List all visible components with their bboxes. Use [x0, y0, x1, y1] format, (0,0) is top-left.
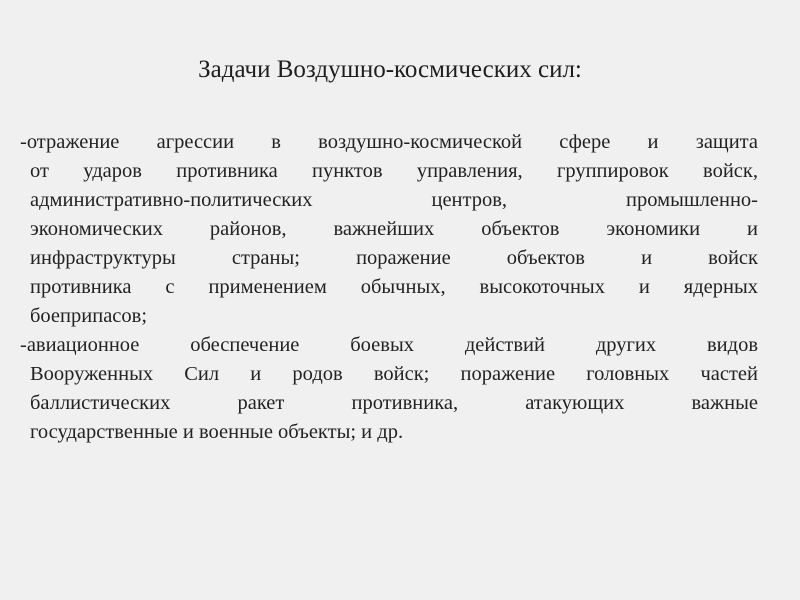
list-item-line: боеприпасов;: [30, 305, 148, 327]
list-item-line: государственные и военные объекты; и др.: [30, 421, 404, 443]
list-item-line: -авиационное обеспечение боевых действий других видов: [20, 334, 758, 356]
task-list: [20, 128, 758, 447]
list-item-line: экономических районов, важнейших объектов экономики и: [30, 218, 758, 240]
list-item-line: -отражение агрессии в воздушно-космической сфере и защита: [20, 131, 758, 153]
list-item-line: от ударов противника пунктов управления, группировок войск,: [30, 160, 758, 182]
list-item-line: баллистических ракет противника, атакующих важные: [30, 392, 758, 414]
list-item: [20, 128, 758, 331]
list-item-line: Вооруженных Сил и родов войск; поражение головных частей: [30, 363, 758, 385]
list-item: [20, 331, 758, 447]
slide-title: Задачи Воздушно-космических сил:: [198, 56, 582, 83]
list-item-line: противника с применением обычных, высокоточных и ядерных: [30, 276, 758, 298]
list-item-line: административно-политических центров, промышленно-: [30, 189, 758, 211]
list-item-line: инфраструктуры страны; поражение объектов и войск: [30, 247, 758, 269]
